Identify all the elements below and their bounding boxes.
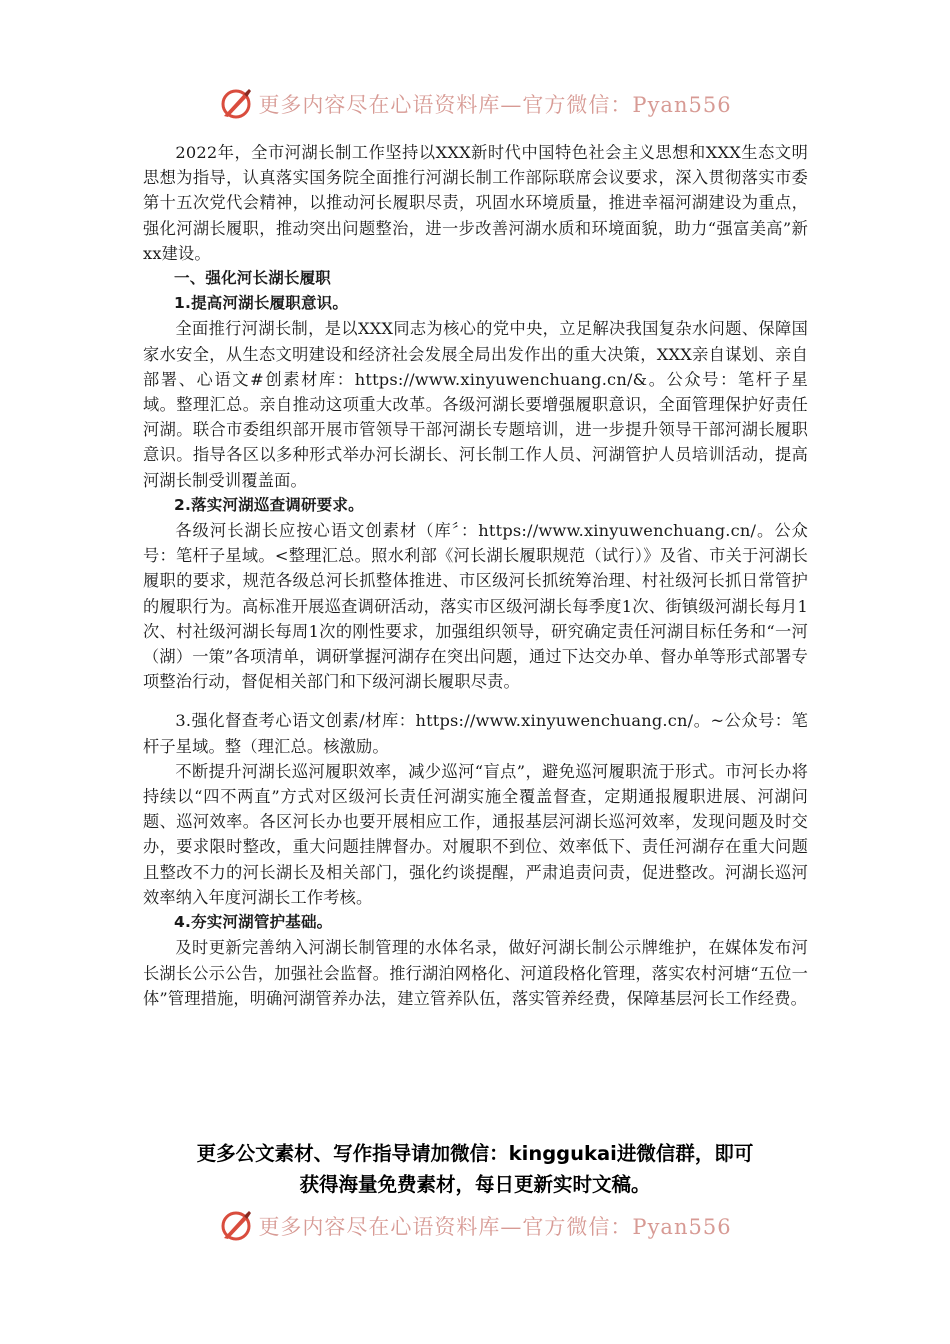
item-2-body: 各级河长湖长应按心语文创素材（库〞：https://www.xinyuwenchuang.cn/。公众号：笔杆子星域。<整理汇总。照水利部《河长湖长履职规范（试行）》及省、市关于河湖长履职的要求，规范各级总河长抓整体推进、市区级河长抓统筹治理、村社级河长抓日常管护的履职行为。高标准开展巡查调研活动，落实市区级河湖长每季度1次、街镇级河湖长每月1次、村社级河湖长每周1次的刚性要求，加强组织领导，研究确定责任河湖目标任务和“一河（湖）一策”各项清单，调研掌握河湖存在突出问题，通过下达交办单、督办单等形式部署专项整治行动，督促相关部门和下级河湖长履职尽责。 <box>143 521 808 692</box>
promo-notice <box>120 1138 830 1200</box>
item-1-body: 全面推行河湖长制，是以XXX同志为核心的党中央，立足解决我国复杂水问题、保障国家水安全，从生态文明建设和经济社会发展全局出发作出的重大决策，XXX亲自谋划、亲自部署、心语文#创素材库：https://www.xinyuwenchuang.cn/&。公众号：笔杆子星域。整理汇总。亲自推动这项重大改革。各级河湖长要增强履职意识，全面管理保护好责任河湖。联合市委组织部开展市管领导干部河湖长专题培训，进一步提升领导干部河湖长履职意识。指导各区以多种形式举办河长湖长、河长制工作人员、河湖管护人员培训活动，提高河湖长制受训覆盖面。 <box>143 319 808 490</box>
item-2-heading: 2.落实河湖巡查调研要求。 <box>174 495 364 514</box>
promo-line-2: 获得海量免费素材，每日更新实时文稿。 <box>299 1173 651 1196</box>
quill-logo-icon <box>218 86 254 122</box>
footer-banner <box>0 1206 950 1246</box>
section-heading: 一、强化河长湖长履职 <box>174 269 332 288</box>
promo-line-1: 更多公文素材、写作指导请加微信：kinggukai进微信群，即可 <box>196 1142 754 1165</box>
item-4-body: 及时更新完善纳入河湖长制管理的水体名录，做好河湖长制公示牌维护，在媒体发布河长湖长公示公告，加强社会监督。推行湖泊网格化、河道段格化管理，落实农村河塘“五位一体”管理措施，明确河湖管养办法，建立管养队伍，落实管养经费，保障基层河长工作经费。 <box>143 938 808 1008</box>
header-banner <box>0 84 950 124</box>
footer-banner-text: 更多内容尽在心语资料库—官方微信：Pyan556 <box>258 1215 732 1239</box>
item-1-heading: 1.提高河湖长履职意识。 <box>174 294 349 313</box>
item-3-body: 不断提升河湖长巡河履职效率，减少巡河“盲点”，避免巡河履职流于形式。市河长办将持续以“四不两直”方式对区级河长责任河湖实施全覆盖督查，定期通报履职进展、河湖问题、巡河效率。各区河长办也要开展相应工作，通报基层河湖长巡河效率，发现问题及时交办，要求限时整改，重大问题挂牌督办。对履职不到位、效率低下、责任河湖存在重大问题且整改不力的河长湖长及相关部门，强化约谈提醒，严肃追责问责，促进整改。河湖长巡河效率纳入年度河湖长工作考核。 <box>143 761 808 907</box>
header-banner-text: 更多内容尽在心语资料库—官方微信：Pyan556 <box>258 93 732 117</box>
item-3-heading: 3.强化督查考心语文创素/材库：https://www.xinyuwenchuang.cn/。~公众号：笔杆子星域。整（理汇总。核激励。 <box>143 711 808 756</box>
quill-logo-icon <box>218 1208 254 1244</box>
document-body <box>143 140 808 1011</box>
intro-paragraph: 2022年，全市河湖长制工作坚持以XXX新时代中国特色社会主义思想和XXX生态文明思想为指导，认真落实国务院全面推行河湖长制工作部际联席会议要求，深入贯彻落实市委第十五次党代会精神，以推动河长履职尽责，巩固水环境质量，推进幸福河湖建设为重点，强化河湖长履职，推动突出问题整治，进一步改善河湖水质和环境面貌，助力“强富美高”新xx建设。 <box>143 143 808 263</box>
item-4-heading: 4.夯实河湖管护基础。 <box>174 913 333 932</box>
